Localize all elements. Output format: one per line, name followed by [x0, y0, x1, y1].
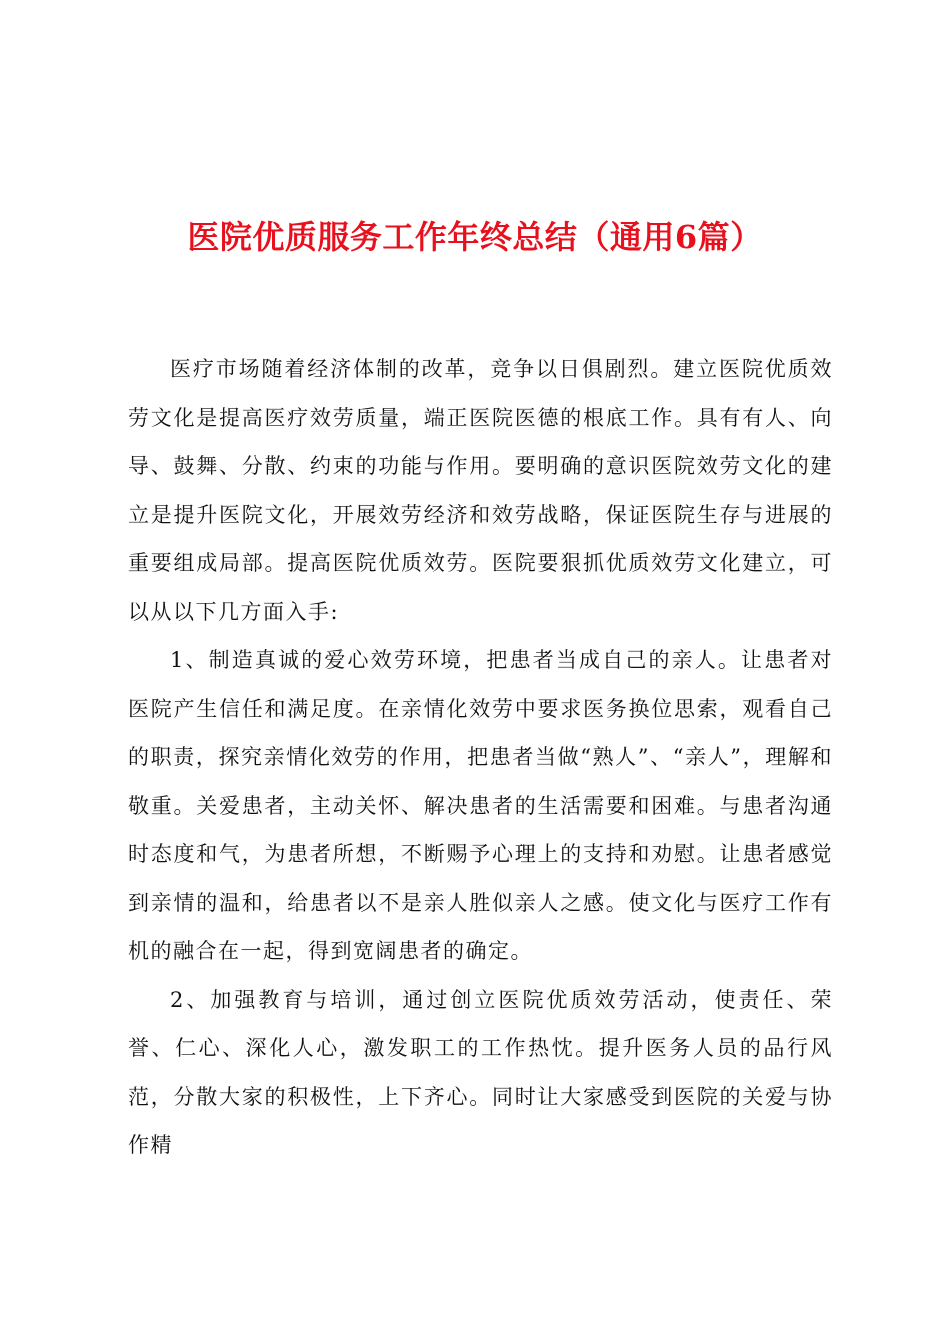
paragraph-intro: 医疗市场随着经济体制的改革，竞争以日俱剧烈。建立医院优质效劳文化是提高医疗效劳质量，端正医院医德的根底工作。具有有人、向导、鼓舞、分散、约束的功能与作用。要明确的意识医院效劳文化的建立是提升医院文化，开展效劳经济和效劳战略，保证医院生存与进展的重要组成局部。提高医院优质效劳。医院要狠抓优质效劳文化建立，可以从以下几方面入手: — [128, 357, 833, 624]
document-body — [128, 345, 833, 1170]
document-title: 医院优质服务工作年终总结（通用6篇） — [187, 218, 763, 256]
paragraph-point-2: 2、加强教育与培训，通过创立医院优质效劳活动，使责任、荣誉、仁心、深化人心，激发职工的工作热忱。提升医务人员的品行风范，分散大家的积极性，上下齐心。同时让大家感受到医院的关爱与协作精 — [128, 987, 833, 1157]
paragraph-point-1: 1、制造真诚的爱心效劳环境，把患者当成自己的亲人。让患者对医院产生信任和满足度。在亲情化效劳中要求医务换位思索，观看自己的职责，探究亲情化效劳的作用，把患者当做“熟人”、“亲人”，理解和敬重。关爱患者，主动关怀、解决患者的生活需要和困难。与患者沟通时态度和气，为患者所想，不断赐予心理上的支持和劝慰。让患者感觉到亲情的温和，给患者以不是亲人胜似亲人之感。使文化与医疗工作有机的融合在一起，得到宽阔患者的确定。 — [128, 648, 833, 963]
